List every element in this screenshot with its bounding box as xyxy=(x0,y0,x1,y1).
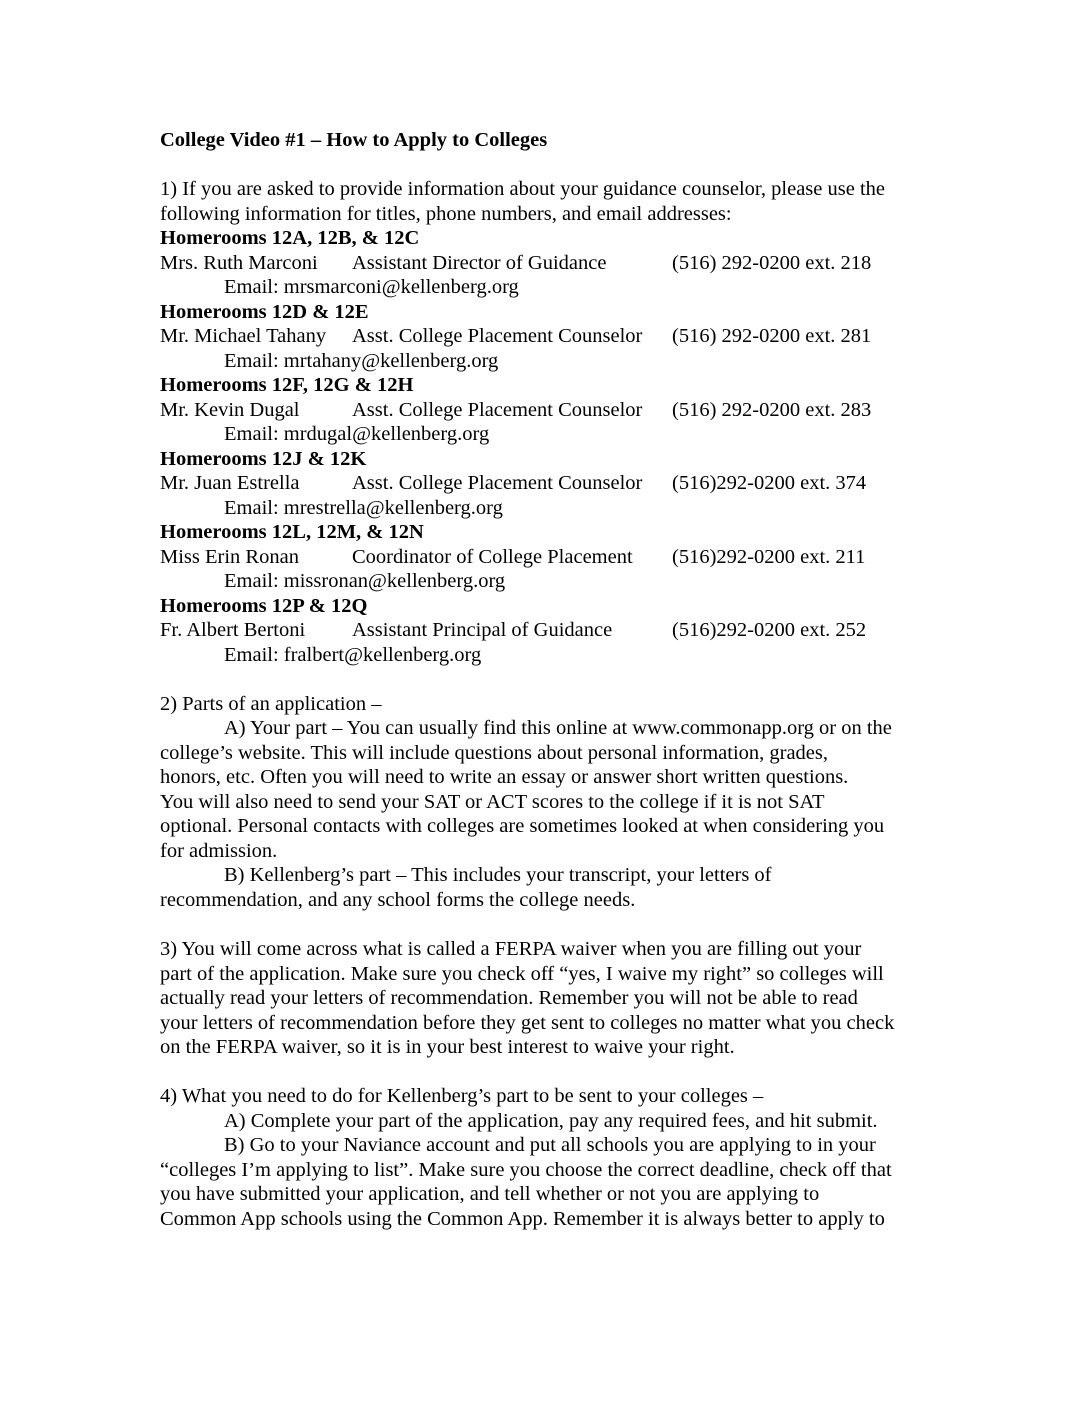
counselor-name: Mr. Juan Estrella xyxy=(160,472,300,494)
counselor-name: Mr. Kevin Dugal xyxy=(160,399,300,421)
homerooms-heading: Homerooms 12A, 12B, & 12C xyxy=(160,227,420,249)
paragraph-line: B) Go to your Naviance account and put all schools you are applying to in your xyxy=(224,1134,876,1156)
paragraph-line: you have submitted your application, and tell whether or not you are applying to xyxy=(160,1183,820,1205)
paragraph-line: optional. Personal contacts with colleges are sometimes looked at when considering you xyxy=(160,815,885,837)
paragraph-line: A) Complete your part of the application, pay any required fees, and hit submit. xyxy=(224,1110,878,1132)
section4-heading: 4) What you need to do for Kellenberg’s part to be sent to your colleges – xyxy=(160,1085,764,1107)
paragraph-line: your letters of recommendation before they get sent to colleges no matter what you check xyxy=(160,1012,895,1034)
document-title: College Video #1 – How to Apply to Colleges xyxy=(160,129,548,151)
section1-intro-line: following information for titles, phone numbers, and email addresses: xyxy=(160,203,732,225)
section2-heading: 2) Parts of an application – xyxy=(160,693,382,715)
paragraph-line: honors, etc. Often you will need to write an essay or answer short written questions. xyxy=(160,766,849,788)
counselor-phone: (516) 292-0200 ext. 281 xyxy=(672,325,872,347)
counselor-role: Asst. College Placement Counselor xyxy=(352,399,643,421)
counselor-name: Miss Erin Ronan xyxy=(160,546,299,568)
counselor-name: Mrs. Ruth Marconi xyxy=(160,252,318,274)
homerooms-heading: Homerooms 12F, 12G & 12H xyxy=(160,374,414,396)
counselor-email: Email: mrtahany@kellenberg.org xyxy=(224,350,499,372)
homerooms-heading: Homerooms 12D & 12E xyxy=(160,301,369,323)
counselor-role: Asst. College Placement Counselor xyxy=(352,325,643,347)
paragraph-line: part of the application. Make sure you check off “yes, I waive my right” so colleges will xyxy=(160,963,884,985)
paragraph-line: on the FERPA waiver, so it is in your best interest to waive your right. xyxy=(160,1036,735,1058)
counselor-name: Mr. Michael Tahany xyxy=(160,325,327,347)
counselor-phone: (516)292-0200 ext. 374 xyxy=(672,472,867,494)
counselor-role: Assistant Director of Guidance xyxy=(352,252,607,274)
section1-intro-line: 1) If you are asked to provide information about your guidance counselor, please use the xyxy=(160,178,885,200)
counselor-phone: (516)292-0200 ext. 252 xyxy=(672,619,867,641)
homerooms-heading: Homerooms 12L, 12M, & 12N xyxy=(160,521,424,543)
counselor-email: Email: mrestrella@kellenberg.org xyxy=(224,497,503,519)
counselor-email: Email: missronan@kellenberg.org xyxy=(224,570,506,592)
counselor-email: Email: mrdugal@kellenberg.org xyxy=(224,423,490,445)
counselor-phone: (516) 292-0200 ext. 218 xyxy=(672,252,872,274)
paragraph-line: Common App schools using the Common App. Remember it is always better to apply to xyxy=(160,1208,885,1230)
paragraph-line: 3) You will come across what is called a FERPA waiver when you are filling out your xyxy=(160,938,862,960)
counselor-name: Fr. Albert Bertoni xyxy=(160,619,306,641)
homerooms-heading: Homerooms 12P & 12Q xyxy=(160,595,368,617)
counselor-role: Asst. College Placement Counselor xyxy=(352,472,643,494)
homerooms-heading: Homerooms 12J & 12K xyxy=(160,448,367,470)
paragraph-line: A) Your part – You can usually find this online at www.commonapp.org or on the xyxy=(224,717,892,739)
paragraph-line: B) Kellenberg’s part – This includes your transcript, your letters of xyxy=(224,864,772,886)
counselor-phone: (516)292-0200 ext. 211 xyxy=(672,546,866,568)
counselor-role: Assistant Principal of Guidance xyxy=(352,619,613,641)
paragraph-line: actually read your letters of recommendation. Remember you will not be able to read xyxy=(160,987,858,1009)
paragraph-line: You will also need to send your SAT or ACT scores to the college if it is not SAT xyxy=(160,791,825,813)
paragraph-line: for admission. xyxy=(160,840,278,862)
paragraph-line: “colleges I’m applying to list”. Make sure you choose the correct deadline, check off that xyxy=(160,1159,892,1181)
counselor-email: Email: fralbert@kellenberg.org xyxy=(224,644,482,666)
paragraph-line: college’s website. This will include questions about personal information, grades, xyxy=(160,742,829,764)
paragraph-line: recommendation, and any school forms the college needs. xyxy=(160,889,636,911)
counselor-email: Email: mrsmarconi@kellenberg.org xyxy=(224,276,519,298)
counselor-phone: (516) 292-0200 ext. 283 xyxy=(672,399,872,421)
counselor-role: Coordinator of College Placement xyxy=(352,546,633,568)
